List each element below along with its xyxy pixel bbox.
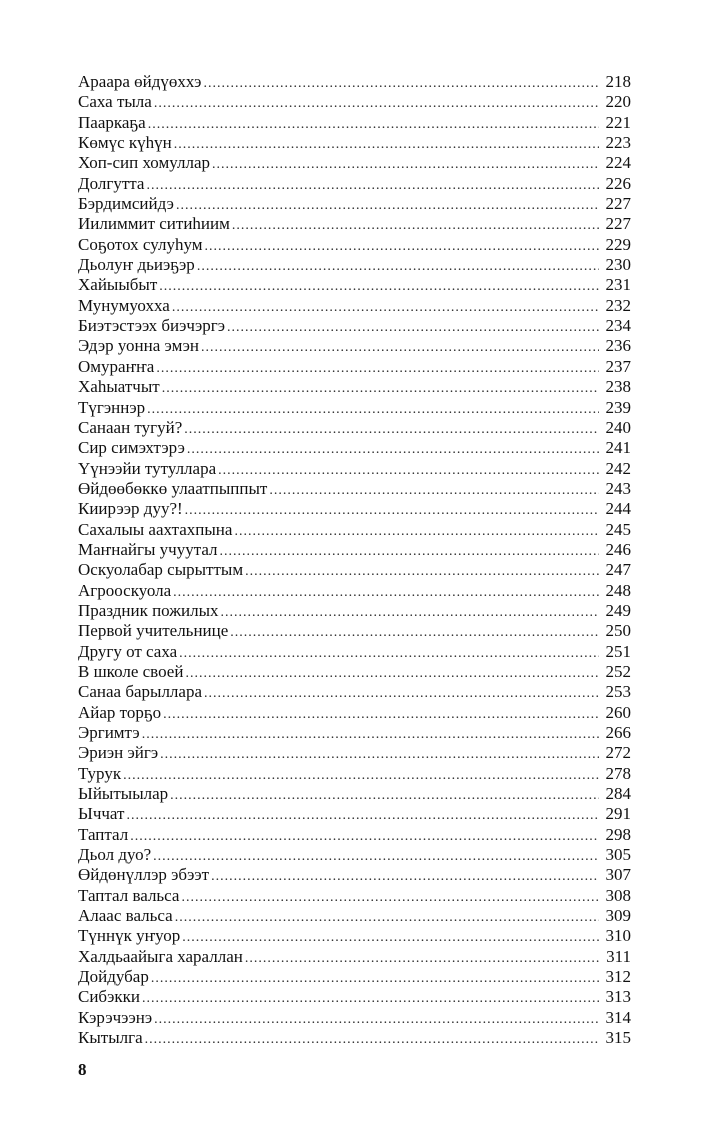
dot-leader — [203, 74, 599, 94]
toc-entry-page: 218 — [605, 72, 631, 91]
toc-entry-title: Соҕотох сулуһум — [78, 234, 203, 254]
toc-entry — [78, 723, 631, 743]
toc-entry-page: 232 — [605, 295, 631, 315]
toc-entry — [78, 845, 631, 865]
toc-entry-title: Араара өйдүөххэ — [78, 72, 202, 91]
dot-leader — [174, 135, 599, 155]
toc-entry — [78, 174, 631, 194]
toc-entry — [78, 601, 631, 621]
toc-entry-page: 250 — [605, 621, 631, 641]
toc-entry-title: Долгутта — [78, 173, 145, 193]
dot-leader — [185, 664, 599, 684]
toc-entry-page: 253 — [605, 682, 631, 702]
toc-entry-title: Хайыыбыт — [78, 275, 158, 295]
toc-entry-page: 239 — [605, 397, 631, 417]
toc-entry-title: В школе своей — [78, 661, 184, 681]
dot-leader — [145, 1030, 599, 1050]
toc-entry-title: Сахалыы аахтахпына — [78, 519, 233, 539]
dot-leader — [154, 94, 599, 114]
dot-leader — [232, 216, 599, 236]
toc-entry-page: 230 — [605, 255, 631, 275]
toc-entry — [78, 662, 631, 682]
toc-entry-title: Пааркаҕа — [78, 112, 146, 132]
toc-entry-page: 309 — [605, 906, 631, 926]
dot-leader — [212, 155, 599, 175]
dot-leader — [130, 827, 599, 847]
toc-entry-title: Көмүс күһүн — [78, 133, 172, 153]
toc-entry-page: 278 — [605, 763, 631, 783]
toc-entry-title: Таптал — [78, 824, 129, 844]
toc-entry — [78, 764, 631, 784]
toc-entry — [78, 967, 631, 987]
toc-entry-title: Дойдубар — [78, 967, 149, 987]
toc-entry — [78, 906, 631, 926]
toc-entry-page: 243 — [605, 478, 631, 498]
toc-entry — [78, 804, 631, 824]
toc-entry — [78, 560, 631, 580]
toc-entry-page: 307 — [605, 865, 631, 885]
toc-entry-page: 312 — [605, 967, 631, 987]
toc-entry — [78, 113, 631, 133]
toc-entry — [78, 316, 631, 336]
toc-entry-title: Алаас вальса — [78, 906, 173, 926]
toc-entry — [78, 703, 631, 723]
dot-leader — [163, 705, 599, 725]
table-of-contents — [78, 72, 631, 1049]
toc-entry-page: 308 — [605, 885, 631, 905]
toc-entry-page: 226 — [605, 173, 631, 193]
toc-entry-title: Эргимтэ — [78, 723, 140, 742]
dot-leader — [182, 928, 599, 948]
toc-entry-title: Санаан тугуй? — [78, 417, 183, 437]
dot-leader — [201, 338, 599, 358]
toc-entry — [78, 214, 631, 234]
toc-entry-title: Праздник пожилых — [78, 600, 219, 620]
toc-entry-title: Сир симэхтэрэ — [78, 438, 185, 458]
toc-entry-title: Түгэннэр — [78, 397, 146, 417]
toc-entry-title: Мунумуохха — [78, 295, 170, 315]
toc-entry — [78, 987, 631, 1007]
toc-entry-title: Өйдөөбөккө улаатпыппыт — [78, 478, 268, 498]
dot-leader — [221, 603, 599, 623]
toc-entry-title: Халдьаайыга хараллан — [78, 946, 243, 966]
toc-entry-title: Саха тыла — [78, 92, 152, 112]
dot-leader — [142, 989, 599, 1009]
dot-leader — [227, 318, 599, 338]
toc-entry-title: Өйдөнүллэр эбээт — [78, 865, 210, 885]
toc-entry — [78, 886, 631, 906]
toc-entry-title: Түннүк уҥуор — [78, 926, 181, 946]
toc-entry — [78, 357, 631, 377]
toc-entry — [78, 1028, 631, 1048]
toc-entry-title: Турук — [78, 763, 122, 783]
toc-entry-title: Эдэр уонна эмэн — [78, 336, 199, 356]
toc-entry — [78, 621, 631, 641]
toc-entry — [78, 784, 631, 804]
toc-entry-page: 245 — [605, 519, 631, 539]
dot-leader — [218, 461, 599, 481]
dot-leader — [245, 949, 599, 969]
toc-entry-title: Ыччат — [78, 804, 125, 824]
toc-entry-page: 305 — [605, 845, 631, 865]
dot-leader — [142, 725, 599, 745]
toc-entry — [78, 926, 631, 946]
toc-entry-title: Оскуолабар сырыттым — [78, 560, 244, 580]
toc-entry-title: Хаһыатчыт — [78, 377, 160, 397]
toc-entry-title: Үүнээйи тутуллара — [78, 458, 217, 478]
toc-entry-page: 315 — [605, 1028, 631, 1048]
dot-leader — [234, 522, 599, 542]
toc-entry — [78, 540, 631, 560]
toc-entry-page: 314 — [605, 1007, 631, 1027]
toc-entry — [78, 153, 631, 173]
dot-leader — [176, 196, 599, 216]
dot-leader — [154, 1010, 599, 1030]
toc-entry — [78, 682, 631, 702]
toc-entry — [78, 520, 631, 540]
toc-entry-page: 251 — [605, 641, 631, 661]
toc-entry — [78, 275, 631, 295]
dot-leader — [175, 908, 599, 928]
dot-leader — [230, 623, 599, 643]
toc-entry-title: Биэтэстээх биэчэргэ — [78, 316, 226, 336]
dot-leader — [173, 583, 599, 603]
toc-entry-page: 260 — [605, 702, 631, 722]
toc-entry-title: Киирээр дуу?! — [78, 499, 183, 519]
toc-entry-page: 246 — [605, 539, 631, 559]
toc-entry-title: Иилиммит ситиһиим — [78, 214, 230, 234]
dot-leader — [179, 644, 599, 664]
dot-leader — [146, 176, 599, 196]
toc-entry-title: Первой учительнице — [78, 621, 229, 641]
dot-leader — [156, 359, 599, 379]
toc-entry-title: Кытылга — [78, 1028, 143, 1048]
toc-entry — [78, 581, 631, 601]
dot-leader — [172, 298, 599, 318]
dot-leader — [151, 969, 599, 989]
toc-entry — [78, 1008, 631, 1028]
toc-entry-title: Санаа барыллара — [78, 682, 202, 702]
toc-entry — [78, 133, 631, 153]
toc-entry-title: Маҥнайгы учуутал — [78, 539, 218, 559]
toc-entry-page: 238 — [605, 377, 631, 397]
toc-entry-title: Другу от саха — [78, 641, 178, 661]
toc-entry — [78, 296, 631, 316]
toc-entry-title: Таптал вальса — [78, 885, 180, 905]
toc-entry-title: Агрооскуола — [78, 580, 172, 600]
toc-entry — [78, 418, 631, 438]
dot-leader — [197, 257, 599, 277]
toc-entry-page: 310 — [605, 926, 631, 946]
toc-entry-page: 252 — [605, 661, 631, 681]
dot-leader — [184, 420, 599, 440]
dot-leader — [170, 786, 599, 806]
toc-entry-page: 234 — [605, 316, 631, 336]
toc-entry-page: 298 — [605, 824, 631, 844]
toc-entry-page: 220 — [605, 92, 631, 112]
toc-entry — [78, 194, 631, 214]
dot-leader — [147, 400, 599, 420]
dot-leader — [160, 745, 599, 765]
toc-entry-page: 240 — [605, 417, 631, 437]
toc-entry — [78, 743, 631, 763]
dot-leader — [159, 277, 599, 297]
toc-entry-title: Бэрдимсийдэ — [78, 194, 174, 214]
toc-entry-title: Ыйытыылар — [78, 784, 169, 804]
toc-entry-title: Дьол дуо? — [78, 845, 152, 865]
toc-entry — [78, 377, 631, 397]
toc-entry-title: Кэрэчээнэ — [78, 1007, 153, 1027]
toc-entry-page: 229 — [605, 234, 631, 254]
toc-entry — [78, 479, 631, 499]
toc-entry — [78, 398, 631, 418]
dot-leader — [123, 766, 599, 786]
toc-entry-page: 221 — [605, 112, 631, 132]
toc-entry-page: 247 — [605, 560, 631, 580]
toc-entry — [78, 92, 631, 112]
toc-entry-title: Дьолуҥ дьиэҕэр — [78, 255, 195, 275]
toc-entry — [78, 438, 631, 458]
dot-leader — [187, 440, 599, 460]
toc-entry — [78, 72, 631, 92]
toc-entry-page: 237 — [605, 356, 631, 376]
dot-leader — [204, 684, 599, 704]
toc-entry-page: 284 — [605, 784, 631, 804]
toc-entry-title: Омураҥҥа — [78, 356, 155, 376]
toc-entry — [78, 459, 631, 479]
dot-leader — [185, 501, 599, 521]
dot-leader — [269, 481, 599, 501]
toc-entry-page: 313 — [605, 987, 631, 1007]
dot-leader — [245, 562, 599, 582]
dot-leader — [126, 806, 599, 826]
page-number: 8 — [78, 1060, 87, 1079]
toc-entry-title: Хоп-сип хомуллар — [78, 153, 211, 173]
toc-entry-page: 241 — [605, 438, 631, 458]
toc-entry-page: 266 — [605, 723, 631, 742]
toc-entry-page: 311 — [606, 946, 631, 966]
toc-entry-page: 272 — [605, 743, 631, 763]
toc-entry-title: Эриэн эйгэ — [78, 743, 159, 763]
toc-entry-title: Сибэкки — [78, 987, 140, 1007]
toc-entry-page: 291 — [605, 804, 631, 824]
toc-entry — [78, 947, 631, 967]
dot-leader — [205, 237, 600, 257]
toc-entry-page: 227 — [605, 214, 631, 234]
toc-entry — [78, 235, 631, 255]
toc-entry — [78, 642, 631, 662]
toc-entry — [78, 865, 631, 885]
toc-entry-page: 242 — [605, 458, 631, 478]
toc-entry-page: 224 — [605, 153, 631, 173]
toc-entry-page: 244 — [605, 499, 631, 519]
toc-entry — [78, 255, 631, 275]
dot-leader — [211, 867, 599, 887]
dot-leader — [220, 542, 599, 562]
dot-leader — [181, 888, 599, 908]
dot-leader — [153, 847, 599, 867]
toc-entry-page: 249 — [605, 600, 631, 620]
toc-entry — [78, 825, 631, 845]
toc-entry-page: 223 — [605, 133, 631, 153]
toc-entry-page: 231 — [605, 275, 631, 295]
toc-entry-page: 227 — [605, 194, 631, 214]
toc-entry — [78, 336, 631, 356]
dot-leader — [148, 115, 599, 135]
toc-entry — [78, 499, 631, 519]
toc-entry-page: 236 — [605, 336, 631, 356]
toc-entry-page: 248 — [605, 580, 631, 600]
toc-entry-title: Айар торҕо — [78, 702, 162, 722]
dot-leader — [162, 379, 599, 399]
